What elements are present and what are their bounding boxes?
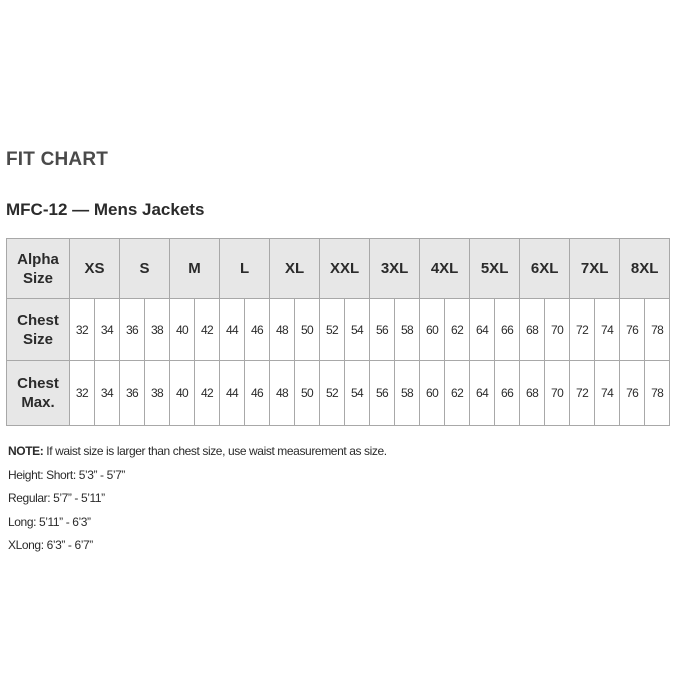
chest-max-cell: 56 bbox=[370, 361, 395, 426]
chest-max-cell: 50 bbox=[295, 361, 320, 426]
chest-size-cell: 72 bbox=[570, 299, 595, 361]
height-short-line: Height: Short: 5’3” - 5’7” bbox=[8, 467, 125, 482]
chest-size-label-line1: Chest bbox=[17, 311, 59, 329]
height-xlong-line: XLong: 6’3” - 6’7” bbox=[8, 538, 93, 552]
chest-size-cell: 58 bbox=[395, 299, 420, 361]
chest-size-cell: 46 bbox=[245, 299, 270, 361]
chest-size-cell: 48 bbox=[270, 299, 295, 361]
chest-max-label-line1: Chest bbox=[17, 375, 59, 392]
chest-size-cell: 38 bbox=[145, 299, 170, 361]
size-cell: S bbox=[120, 239, 170, 299]
chest-max-cell: 52 bbox=[320, 361, 345, 426]
alpha-size-row bbox=[7, 239, 670, 299]
fit-chart-table bbox=[6, 238, 670, 426]
chest-max-cell: 46 bbox=[245, 361, 270, 426]
note-line bbox=[8, 443, 387, 467]
chest-max-cell: 64 bbox=[470, 361, 495, 426]
chest-size-cell: 40 bbox=[170, 299, 195, 361]
size-cell: XL bbox=[270, 239, 320, 299]
chest-max-cell: 66 bbox=[495, 361, 520, 426]
chest-size-cell: 66 bbox=[495, 299, 520, 361]
height-regular-line: Regular: 5’7” - 5’11” bbox=[8, 491, 105, 505]
chest-max-cell: 62 bbox=[445, 361, 470, 426]
product-subtitle: MFC-12 — Mens Jackets bbox=[6, 200, 205, 219]
chest-max-cell: 68 bbox=[520, 361, 545, 426]
chest-max-cell: 42 bbox=[195, 361, 220, 426]
chest-size-cell: 76 bbox=[620, 299, 645, 361]
size-cell: 4XL bbox=[420, 239, 470, 299]
chest-max-cell: 40 bbox=[170, 361, 195, 426]
alpha-size-header bbox=[7, 239, 70, 299]
page-title: FIT CHART bbox=[6, 149, 109, 170]
chest-size-cell: 52 bbox=[320, 299, 345, 361]
size-cell: 6XL bbox=[520, 239, 570, 299]
chest-size-cell: 54 bbox=[345, 299, 370, 361]
chest-max-cell: 76 bbox=[620, 361, 645, 426]
chest-size-header bbox=[7, 299, 70, 361]
chest-max-cell: 34 bbox=[95, 361, 120, 426]
chest-size-cell: 74 bbox=[595, 299, 620, 361]
chest-max-cell: 60 bbox=[420, 361, 445, 426]
size-cell: M bbox=[170, 239, 220, 299]
chest-size-cell: 78 bbox=[645, 299, 670, 361]
chest-max-cell: 78 bbox=[645, 361, 670, 426]
note-text: If waist size is larger than chest size, use waist measurement as size. bbox=[43, 444, 387, 458]
chest-max-cell: 72 bbox=[570, 361, 595, 426]
chest-size-cell: 60 bbox=[420, 299, 445, 361]
chest-size-cell: 56 bbox=[370, 299, 395, 361]
chest-max-cell: 74 bbox=[595, 361, 620, 426]
chest-max-cell: 58 bbox=[395, 361, 420, 426]
chest-size-cell: 50 bbox=[295, 299, 320, 361]
chest-size-label-line2: Size bbox=[22, 330, 53, 348]
fit-notes bbox=[8, 443, 387, 561]
chest-max-cell: 38 bbox=[145, 361, 170, 426]
chest-size-cell: 42 bbox=[195, 299, 220, 361]
chest-max-cell: 36 bbox=[120, 361, 145, 426]
chest-max-cell: 48 bbox=[270, 361, 295, 426]
alpha-size-label-line1: Alpha bbox=[17, 250, 59, 268]
chest-size-cell: 36 bbox=[120, 299, 145, 361]
chest-size-cell: 34 bbox=[95, 299, 120, 361]
chest-size-cell: 70 bbox=[545, 299, 570, 361]
chest-max-header bbox=[7, 361, 70, 426]
chest-size-cell: 32 bbox=[70, 299, 95, 361]
size-cell: 5XL bbox=[470, 239, 520, 299]
chest-max-cell: 32 bbox=[70, 361, 95, 426]
height-long-line: Long: 5’11” - 6’3” bbox=[8, 514, 91, 529]
size-cell: XS bbox=[70, 239, 120, 299]
chest-size-cell: 44 bbox=[220, 299, 245, 361]
chest-size-row bbox=[7, 299, 670, 361]
alpha-size-label-line2: Size bbox=[22, 269, 53, 287]
size-cell: 8XL bbox=[620, 239, 670, 299]
chest-size-cell: 64 bbox=[470, 299, 495, 361]
chest-max-label-line2: Max. bbox=[21, 394, 55, 411]
chest-max-cell: 70 bbox=[545, 361, 570, 426]
chest-max-cell: 54 bbox=[345, 361, 370, 426]
note-label: NOTE: bbox=[8, 444, 44, 458]
chest-max-row bbox=[7, 361, 670, 426]
size-cell: L bbox=[220, 239, 270, 299]
size-cell: 3XL bbox=[370, 239, 420, 299]
size-cell: XXL bbox=[320, 239, 370, 299]
chest-size-cell: 68 bbox=[520, 299, 545, 361]
chest-size-cell: 62 bbox=[445, 299, 470, 361]
chest-max-cell: 44 bbox=[220, 361, 245, 426]
size-cell: 7XL bbox=[570, 239, 620, 299]
